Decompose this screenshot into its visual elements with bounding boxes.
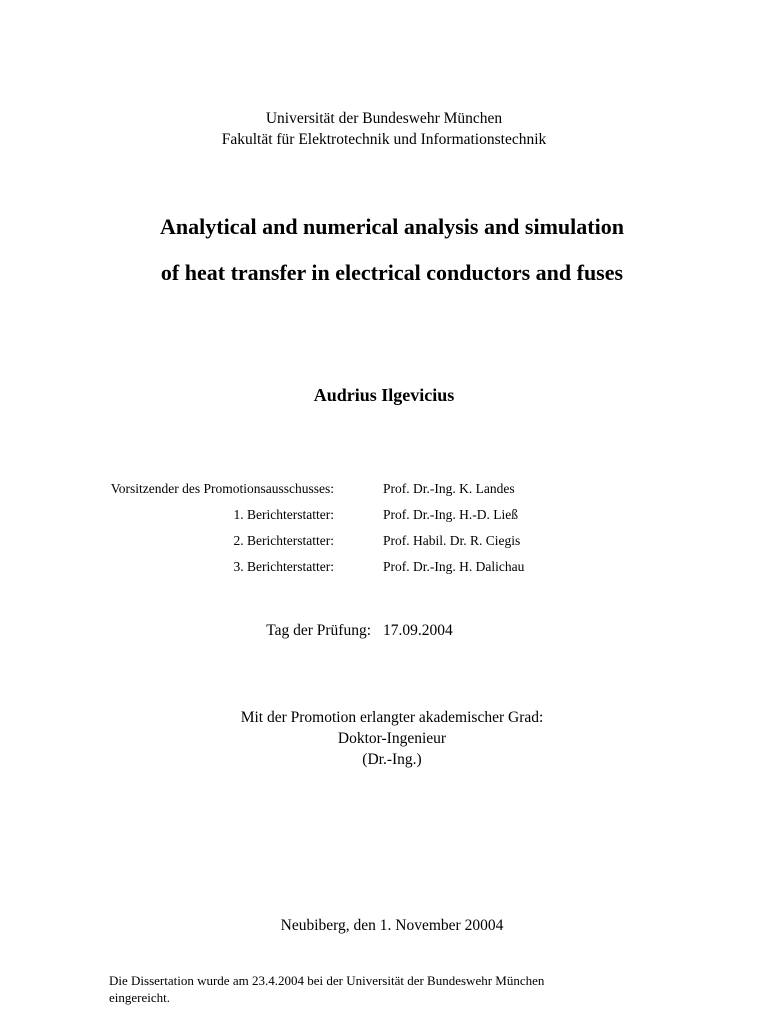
- committee-role: 2. Berichterstatter:: [233, 533, 334, 548]
- degree-intro: Mit der Promotion erlangter akademischer Grad:: [240, 709, 544, 726]
- exam-date-label: Tag der Prüfung:: [266, 622, 371, 639]
- committee-member: Prof. Dr.-Ing. H. Dalichau: [383, 559, 525, 574]
- submission-note: [109, 972, 669, 1006]
- committee-row: [0, 554, 768, 580]
- degree-block: [8, 707, 768, 770]
- committee-row: [0, 476, 768, 502]
- committee-list: [0, 476, 768, 580]
- title-line-1: Analytical and numerical analysis and simulation: [160, 214, 624, 239]
- submission-line-2: eingereicht.: [109, 990, 170, 1005]
- committee-row: [0, 528, 768, 554]
- committee-row: [0, 502, 768, 528]
- author-name: Audrius Ilgevicius: [313, 385, 455, 405]
- dissertation-title: [8, 204, 768, 296]
- committee-role: 1. Berichterstatter:: [233, 507, 334, 522]
- committee-role: Vorsitzender des Promotionsausschusses:: [110, 481, 334, 496]
- institution-header: [0, 108, 768, 150]
- committee-member: Prof. Habil. Dr. R. Ciegis: [383, 533, 521, 548]
- exam-date-value: 17.09.2004: [383, 622, 453, 639]
- university-name: Universität der Bundeswehr München: [265, 110, 503, 127]
- exam-date-row: [0, 619, 768, 643]
- committee-member: Prof. Dr.-Ing. H.-D. Ließ: [383, 507, 518, 522]
- degree-name: Doktor-Ingenieur: [337, 730, 447, 747]
- submission-line-1: Die Dissertation wurde am 23.4.2004 bei der Universität der Bundeswehr München: [109, 973, 545, 988]
- committee-role: 3. Berichterstatter:: [233, 559, 334, 574]
- degree-abbreviation: (Dr.-Ing.): [362, 751, 422, 768]
- committee-member: Prof. Dr.-Ing. K. Landes: [383, 481, 515, 496]
- place-and-date: Neubiberg, den 1. November 20004: [280, 917, 504, 934]
- faculty-name: Fakultät für Elektrotechnik und Informationstechnik: [221, 131, 547, 148]
- title-line-2: of heat transfer in electrical conductors and fuses: [160, 260, 624, 285]
